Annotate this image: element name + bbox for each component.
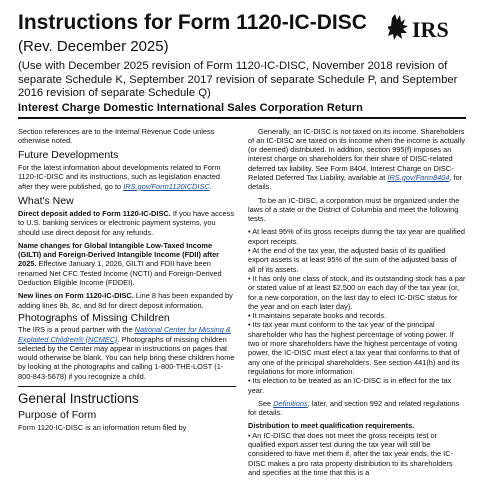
form8404-link[interactable]: IRS.gov/Form8404: [387, 173, 449, 182]
distribution-heading: Distribution to meet qualification requirements.: [248, 421, 466, 430]
test-bullet-6: • Its election to be treated as an IC-DISC is in effect for the tax year.: [248, 376, 466, 395]
test-bullet-4: • It maintains separate books and records.: [248, 311, 466, 320]
taxation-paragraph: Generally, an IC-DISC is not taxed on its income. Shareholders of an IC-DISC are taxed on its income when the income is actually (or deemed) distributed. In addition, section 995(f) imposes an interest charge on shareholders for their share of DISC-related deferred tax liability. See Form 8404, Interest Charge on DISC-Related Deferred Tax Liability, available at IRS.gov/Form8404, for details.: [248, 127, 466, 192]
logo-text: IRS: [412, 17, 449, 42]
left-column: [18, 127, 236, 481]
purpose-heading: Purpose of Form: [18, 409, 236, 421]
whats-new-heading: What's New: [18, 195, 236, 207]
ncmec-link[interactable]: National Center for Missing & Exploited Children® (NCMEC): [18, 325, 231, 343]
qualification-paragraph: To be an IC-DISC, a corporation must be organized under the laws of a state or the District of Columbia and meet the following tests.: [248, 196, 466, 224]
future-developments-heading: Future Developments: [18, 149, 236, 161]
form-link[interactable]: IRS.gov/Form1120ICDISC: [123, 182, 210, 191]
test-bullet-2: • At the end of the tax year, the adjusted basis of its qualified export assets is at least 95% of the sum of the adjusted basis of all of its assets.: [248, 246, 466, 274]
missing-children-heading: Photographs of Missing Children: [18, 314, 236, 323]
test-bullet-3: • It has only one class of stock, and its outstanding stock has a par or stated value of at least $2,500 on each day of the tax year (or, for a new corporation, on the last day to elect IC-DISC status for the year and on each later day).: [248, 274, 466, 311]
page-title: Instructions for Form 1120-IC-DISC: [18, 12, 398, 34]
test-bullet-5: • Its tax year must conform to the tax year of the principal shareholder who has the highest percentage of voting power. If two or more shareholders have the highest percentage of voting power, the IC-DISC must elect a tax year that conforms to that of any one of the principal shareholders. See section 441(h) and its regulations for more information.: [248, 320, 466, 376]
definitions-link[interactable]: Definitions: [273, 399, 308, 408]
document-header: [18, 12, 466, 119]
usage-note: (Use with December 2025 revision of Form 1120-IC-DISC, November 2018 revision of separate Schedule K, September 2017 revision of separate Schedule P, and September 2016 revision of separate Schedule Q): [18, 60, 466, 101]
name-changes-paragraph: Name changes for Global Intangible Low-Taxed Income (GILTI) and Foreign-Derived Intangible Income (FDII) after 2025. Effective January 1, 2026, GILTI and FDII have been renamed Net CFC Tested Income (NCTI) and Foreign-Derived Deduction Eligible Income (FDDEI).: [18, 241, 236, 287]
intro-text: Section references are to the Internal Revenue Code unless otherwise noted.: [18, 127, 236, 146]
revision-date: (Rev. December 2025): [18, 38, 466, 55]
right-column: [248, 127, 466, 481]
see-definitions-paragraph: See Definitions, later, and section 992 and related regulations for details.: [248, 399, 466, 418]
distribution-text: • An IC-DISC that does not meet the gross receipts test or qualified export asset test during the tax year will still be considered to have met them if, after the tax year ends, the IC-DISC makes a pro rata property distribution to its shareholders and specifies at the time that this is a: [248, 431, 466, 477]
missing-children-paragraph: The IRS is a proud partner with the National Center for Missing & Exploited Children® (NCMEC). Photographs of missing children selected by the Center may appear in instructions on pages that would otherwise be blank. You can help bring these children home by looking at the photographs and calling 1-800-THE-LOST (1-800-843-5678) if you recognize a child.: [18, 325, 236, 381]
direct-deposit-paragraph: Direct deposit added to Form 1120-IC-DISC. If you have access to U.S. banking services or electronic payment systems, you should use direct deposit for any refunds.: [18, 209, 236, 237]
general-instructions-heading: General Instructions: [18, 386, 236, 406]
purpose-text: Form 1120-IC-DISC is an information return filed by: [18, 423, 236, 432]
irs-logo-icon: [388, 12, 464, 46]
new-lines-paragraph: New lines on Form 1120-IC-DISC. Line 8 has been expanded by adding lines 8b, 8c, and 8d for direct deposit information.: [18, 291, 236, 310]
form-subtitle: Interest Charge Domestic International Sales Corporation Return: [18, 102, 466, 119]
test-bullet-1: • At least 95% of its gross receipts during the tax year are qualified export receipts.: [248, 227, 466, 246]
future-developments-text: For the latest information about developments related to Form 1120-IC-DISC and its instructions, such as legislation enacted after they were published, go to IRS.gov/Form1120ICDISC.: [18, 163, 236, 191]
